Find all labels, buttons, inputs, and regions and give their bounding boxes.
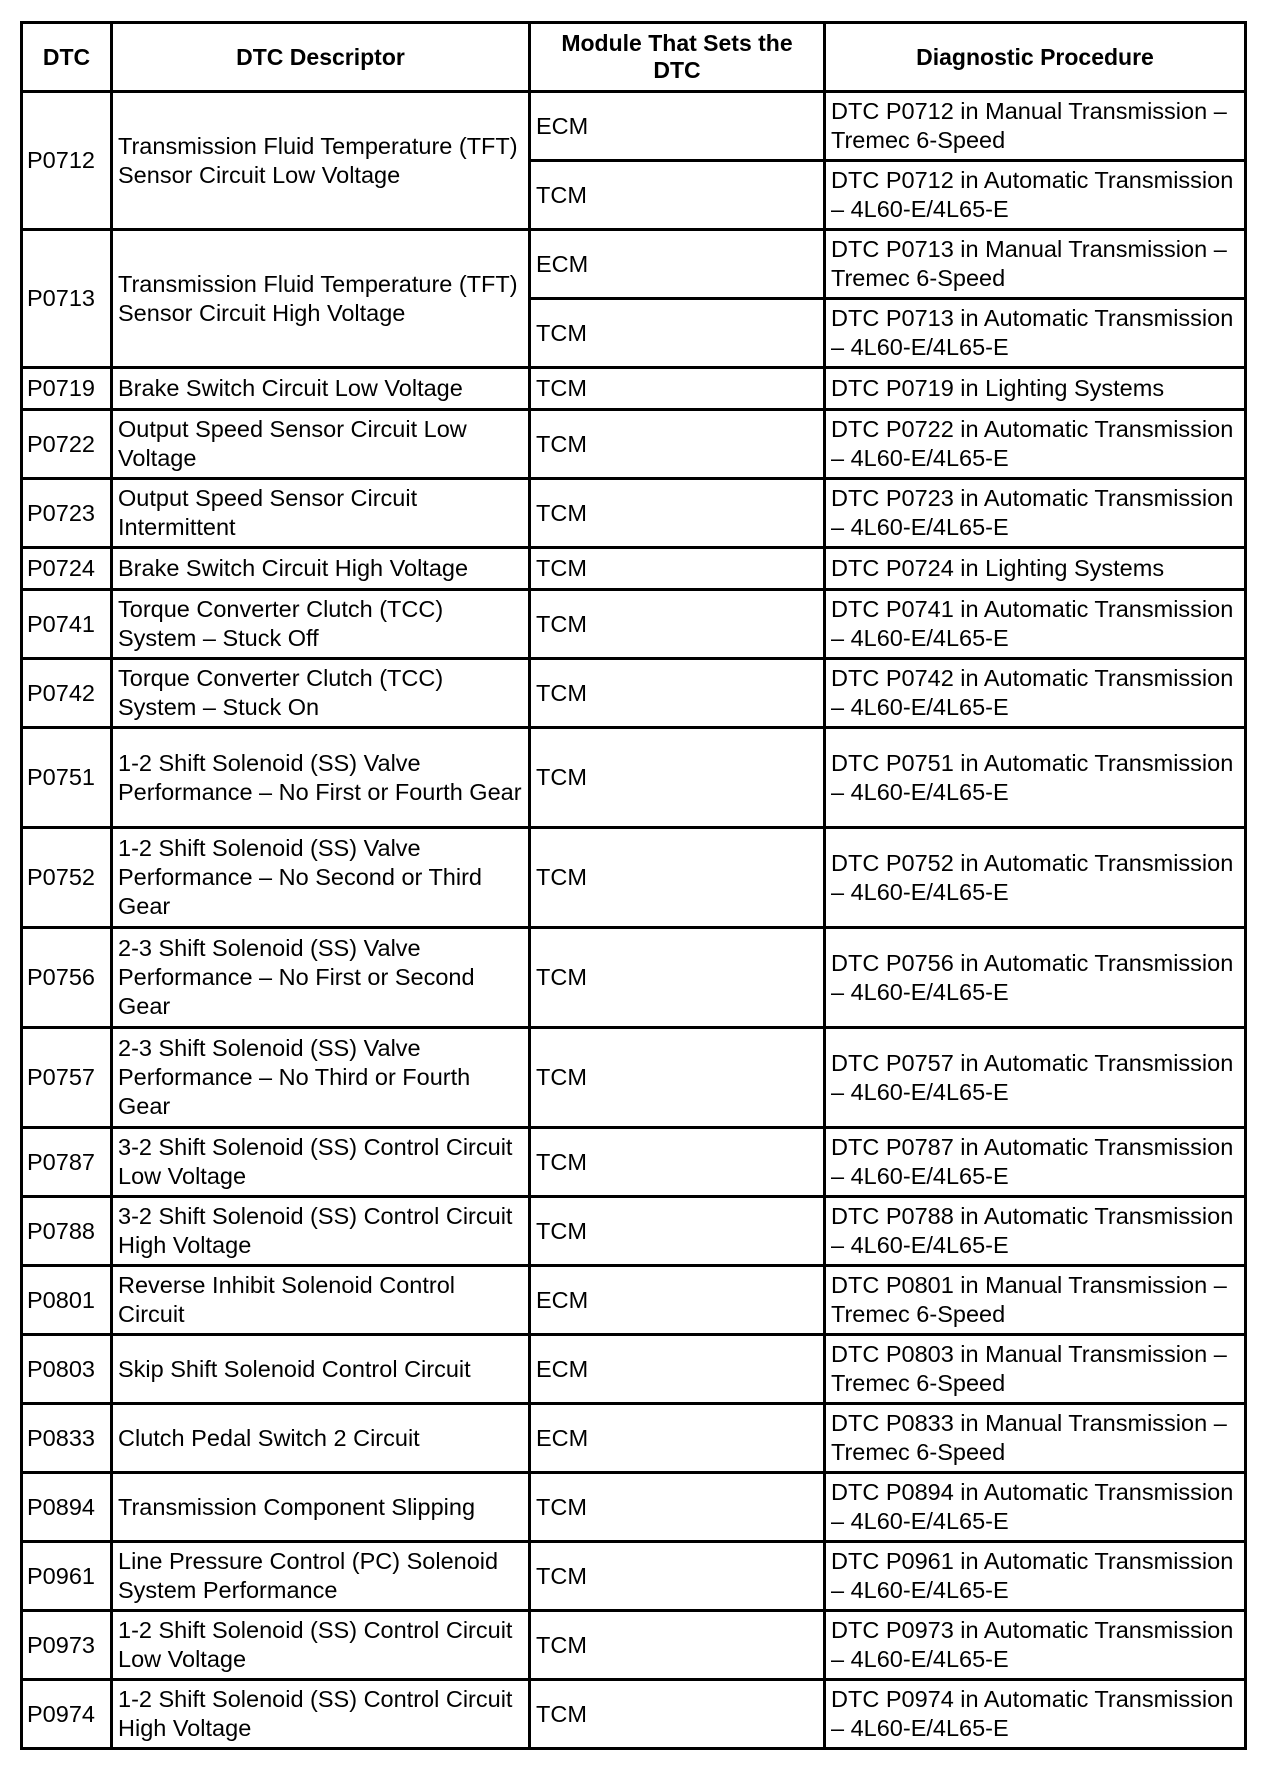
module-cell: TCM — [530, 1128, 825, 1197]
module-cell: TCM — [530, 161, 825, 230]
module-cell: TCM — [530, 1473, 825, 1542]
table-row — [22, 928, 1246, 1028]
dtc-code: P0724 — [22, 548, 112, 590]
dtc-descriptor: Torque Converter Clutch (TCC) System – Stuck On — [112, 659, 530, 728]
header-module: Module That Sets the DTC — [530, 23, 825, 92]
dtc-descriptor: Transmission Component Slipping — [112, 1473, 530, 1542]
module-cell: TCM — [530, 479, 825, 548]
dtc-descriptor: Transmission Fluid Temperature (TFT) Sensor Circuit High Voltage — [112, 230, 530, 368]
procedure-cell: DTC P0894 in Automatic Transmission – 4L60-E/4L65-E — [825, 1473, 1246, 1542]
dtc-code: P0722 — [22, 410, 112, 479]
procedure-cell: DTC P0787 in Automatic Transmission – 4L60-E/4L65-E — [825, 1128, 1246, 1197]
procedure-cell: DTC P0742 in Automatic Transmission – 4L60-E/4L65-E — [825, 659, 1246, 728]
table-row — [22, 1404, 1246, 1473]
dtc-code: P0803 — [22, 1335, 112, 1404]
table-row — [22, 1028, 1246, 1128]
dtc-code: P0719 — [22, 368, 112, 410]
module-cell: TCM — [530, 659, 825, 728]
table-row — [22, 92, 1246, 161]
dtc-descriptor: Brake Switch Circuit Low Voltage — [112, 368, 530, 410]
procedure-cell: DTC P0752 in Automatic Transmission – 4L60-E/4L65-E — [825, 828, 1246, 928]
dtc-descriptor: Skip Shift Solenoid Control Circuit — [112, 1335, 530, 1404]
dtc-code: P0833 — [22, 1404, 112, 1473]
dtc-code: P0741 — [22, 590, 112, 659]
procedure-cell: DTC P0803 in Manual Transmission – Tremec 6-Speed — [825, 1335, 1246, 1404]
dtc-code: P0788 — [22, 1197, 112, 1266]
table-row — [22, 828, 1246, 928]
dtc-code: P0894 — [22, 1473, 112, 1542]
module-cell: ECM — [530, 92, 825, 161]
dtc-descriptor: Reverse Inhibit Solenoid Control Circuit — [112, 1266, 530, 1335]
dtc-code: P0757 — [22, 1028, 112, 1128]
dtc-descriptor: Clutch Pedal Switch 2 Circuit — [112, 1404, 530, 1473]
dtc-descriptor: Transmission Fluid Temperature (TFT) Sensor Circuit Low Voltage — [112, 92, 530, 230]
module-cell: ECM — [530, 1335, 825, 1404]
table-row — [22, 1542, 1246, 1611]
module-cell: TCM — [530, 1197, 825, 1266]
table-header-row — [22, 23, 1246, 92]
dtc-code: P0974 — [22, 1680, 112, 1749]
module-cell: TCM — [530, 410, 825, 479]
dtc-code: P0713 — [22, 230, 112, 368]
table-row — [22, 368, 1246, 410]
procedure-cell: DTC P0712 in Automatic Transmission – 4L60-E/4L65-E — [825, 161, 1246, 230]
header-dtc: DTC — [22, 23, 112, 92]
procedure-cell: DTC P0974 in Automatic Transmission – 4L60-E/4L65-E — [825, 1680, 1246, 1749]
module-cell: TCM — [530, 590, 825, 659]
procedure-cell: DTC P0723 in Automatic Transmission – 4L60-E/4L65-E — [825, 479, 1246, 548]
module-cell: TCM — [530, 1542, 825, 1611]
dtc-code: P0751 — [22, 728, 112, 828]
table-row — [22, 659, 1246, 728]
table-row — [22, 728, 1246, 828]
dtc-code: P0973 — [22, 1611, 112, 1680]
procedure-cell: DTC P0713 in Automatic Transmission – 4L60-E/4L65-E — [825, 299, 1246, 368]
module-cell: TCM — [530, 1028, 825, 1128]
module-cell: TCM — [530, 1680, 825, 1749]
table-row — [22, 1611, 1246, 1680]
header-procedure: Diagnostic Procedure — [825, 23, 1246, 92]
module-cell: TCM — [530, 828, 825, 928]
procedure-cell: DTC P0756 in Automatic Transmission – 4L60-E/4L65-E — [825, 928, 1246, 1028]
module-cell: ECM — [530, 1404, 825, 1473]
procedure-cell: DTC P0973 in Automatic Transmission – 4L60-E/4L65-E — [825, 1611, 1246, 1680]
procedure-cell: DTC P0722 in Automatic Transmission – 4L60-E/4L65-E — [825, 410, 1246, 479]
dtc-descriptor: 1-2 Shift Solenoid (SS) Valve Performance – No First or Fourth Gear — [112, 728, 530, 828]
procedure-cell: DTC P0751 in Automatic Transmission – 4L60-E/4L65-E — [825, 728, 1246, 828]
dtc-descriptor: 2-3 Shift Solenoid (SS) Valve Performance – No First or Second Gear — [112, 928, 530, 1028]
dtc-descriptor: Output Speed Sensor Circuit Low Voltage — [112, 410, 530, 479]
dtc-descriptor: 1-2 Shift Solenoid (SS) Valve Performance – No Second or Third Gear — [112, 828, 530, 928]
dtc-code: P0752 — [22, 828, 112, 928]
procedure-cell: DTC P0788 in Automatic Transmission – 4L60-E/4L65-E — [825, 1197, 1246, 1266]
module-cell: ECM — [530, 230, 825, 299]
table-row — [22, 590, 1246, 659]
module-cell: TCM — [530, 548, 825, 590]
procedure-cell: DTC P0719 in Lighting Systems — [825, 368, 1246, 410]
dtc-descriptor: Brake Switch Circuit High Voltage — [112, 548, 530, 590]
procedure-cell: DTC P0801 in Manual Transmission – Tremec 6-Speed — [825, 1266, 1246, 1335]
dtc-code: P0742 — [22, 659, 112, 728]
procedure-cell: DTC P0757 in Automatic Transmission – 4L60-E/4L65-E — [825, 1028, 1246, 1128]
dtc-code: P0961 — [22, 1542, 112, 1611]
dtc-code: P0712 — [22, 92, 112, 230]
procedure-cell: DTC P0712 in Manual Transmission – Tremec 6-Speed — [825, 92, 1246, 161]
dtc-descriptor: 1-2 Shift Solenoid (SS) Control Circuit High Voltage — [112, 1680, 530, 1749]
module-cell: TCM — [530, 728, 825, 828]
dtc-descriptor: 2-3 Shift Solenoid (SS) Valve Performance – No Third or Fourth Gear — [112, 1028, 530, 1128]
dtc-table — [20, 21, 1247, 1750]
module-cell: TCM — [530, 299, 825, 368]
procedure-cell: DTC P0741 in Automatic Transmission – 4L60-E/4L65-E — [825, 590, 1246, 659]
dtc-descriptor: 3-2 Shift Solenoid (SS) Control Circuit Low Voltage — [112, 1128, 530, 1197]
dtc-descriptor: Output Speed Sensor Circuit Intermittent — [112, 479, 530, 548]
dtc-code: P0801 — [22, 1266, 112, 1335]
dtc-descriptor: 1-2 Shift Solenoid (SS) Control Circuit Low Voltage — [112, 1611, 530, 1680]
table-row — [22, 1473, 1246, 1542]
table-row — [22, 1335, 1246, 1404]
dtc-code: P0756 — [22, 928, 112, 1028]
table-row — [22, 410, 1246, 479]
procedure-cell: DTC P0833 in Manual Transmission – Tremec 6-Speed — [825, 1404, 1246, 1473]
dtc-code: P0723 — [22, 479, 112, 548]
table-row — [22, 1680, 1246, 1749]
dtc-descriptor: 3-2 Shift Solenoid (SS) Control Circuit High Voltage — [112, 1197, 530, 1266]
table-row — [22, 548, 1246, 590]
table-row — [22, 1197, 1246, 1266]
dtc-code: P0787 — [22, 1128, 112, 1197]
procedure-cell: DTC P0713 in Manual Transmission – Tremec 6-Speed — [825, 230, 1246, 299]
procedure-cell: DTC P0961 in Automatic Transmission – 4L60-E/4L65-E — [825, 1542, 1246, 1611]
header-descriptor: DTC Descriptor — [112, 23, 530, 92]
module-cell: TCM — [530, 928, 825, 1028]
table-row — [22, 479, 1246, 548]
dtc-descriptor: Torque Converter Clutch (TCC) System – Stuck Off — [112, 590, 530, 659]
module-cell: TCM — [530, 368, 825, 410]
table-row — [22, 1266, 1246, 1335]
dtc-descriptor: Line Pressure Control (PC) Solenoid System Performance — [112, 1542, 530, 1611]
module-cell: TCM — [530, 1611, 825, 1680]
table-row — [22, 1128, 1246, 1197]
procedure-cell: DTC P0724 in Lighting Systems — [825, 548, 1246, 590]
table-row — [22, 230, 1246, 299]
module-cell: ECM — [530, 1266, 825, 1335]
